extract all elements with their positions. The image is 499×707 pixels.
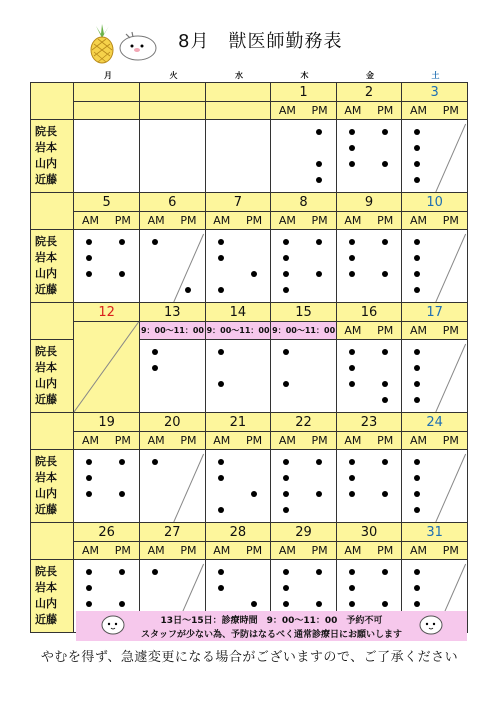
day-schedule-cell (402, 120, 468, 193)
pm-dot-column (239, 234, 269, 298)
staff-name-cell (31, 560, 74, 633)
pm-label: PM (442, 214, 459, 227)
staff-name: 山内 (35, 377, 57, 390)
on-duty-dot (119, 239, 125, 245)
staff-name: 院長 (35, 125, 57, 138)
seal-mascot-icon (118, 28, 158, 62)
on-duty-dot (152, 349, 158, 355)
on-duty-dot (283, 475, 289, 481)
clinic-hours-cell (271, 322, 337, 340)
date-cell: 5 (74, 193, 140, 212)
date-cell: 30 (336, 523, 402, 542)
date-cell: 19 (74, 413, 140, 432)
on-duty-dot (349, 145, 355, 151)
preventive-care-note: スタッフが少ない為、予防はなるべく通常診療日にお願いします (140, 630, 402, 640)
staff-name: 山内 (35, 157, 57, 170)
am-label: AM (147, 214, 165, 227)
on-duty-dot (218, 507, 224, 513)
day-schedule-cell (336, 450, 402, 523)
pm-label: PM (377, 104, 394, 117)
on-duty-dot (382, 491, 388, 497)
date-cell: 29 (271, 523, 337, 542)
ampm-header (74, 432, 140, 450)
ampm-header (271, 212, 337, 230)
on-duty-dot (349, 381, 355, 387)
closed-slash (140, 450, 205, 522)
pm-dot-column (304, 454, 334, 518)
am-label: AM (278, 104, 296, 117)
day-schedule-cell (139, 340, 205, 413)
date-cell: 8 (271, 193, 337, 212)
day-schedule-cell (402, 340, 468, 413)
date-cell: 22 (271, 413, 337, 432)
ampm-header (402, 432, 468, 450)
pm-label: PM (377, 434, 394, 447)
staff-name: 近藤 (35, 173, 57, 186)
on-duty-dot (283, 585, 289, 591)
schedule-table (30, 82, 468, 633)
on-duty-dot (283, 507, 289, 513)
pm-label: PM (442, 434, 459, 447)
am-dot-column (271, 234, 301, 298)
on-duty-dot (119, 601, 125, 607)
pm-label: PM (114, 544, 131, 557)
on-duty-dot (349, 239, 355, 245)
on-duty-dot (119, 569, 125, 575)
name-header-cell (31, 193, 74, 230)
on-duty-dot (316, 491, 322, 497)
staff-name-cell (31, 120, 74, 193)
empty-cell (205, 102, 271, 120)
on-duty-dot (349, 585, 355, 591)
day-schedule-cell (139, 230, 205, 303)
pm-label: PM (442, 324, 459, 337)
on-duty-dot (283, 349, 289, 355)
on-duty-dot (382, 349, 388, 355)
date-cell: 12 (74, 303, 140, 322)
am-label: AM (147, 544, 165, 557)
closed-slash (402, 230, 467, 302)
name-header-cell (31, 523, 74, 560)
on-duty-dot (218, 239, 224, 245)
day-schedule-cell (271, 450, 337, 523)
am-dot-column (206, 344, 236, 408)
ampm-header (336, 212, 402, 230)
pm-label: PM (377, 214, 394, 227)
on-duty-dot (218, 381, 224, 387)
on-duty-dot (251, 601, 257, 607)
pm-label: PM (377, 324, 394, 337)
on-duty-dot (251, 491, 257, 497)
closed-slash (74, 322, 139, 412)
on-duty-dot (218, 569, 224, 575)
am-label: AM (410, 214, 428, 227)
clinic-hours-cell (139, 322, 205, 340)
weekday-label: 月 (104, 71, 112, 80)
ampm-header (205, 432, 271, 450)
on-duty-dot (86, 239, 92, 245)
day-schedule-cell (336, 120, 402, 193)
date-cell: 20 (139, 413, 205, 432)
am-dot-column (271, 124, 301, 188)
on-duty-dot (382, 601, 388, 607)
on-duty-dot (283, 601, 289, 607)
day-schedule-cell (402, 230, 468, 303)
date-cell: 27 (139, 523, 205, 542)
closed-slash (140, 230, 205, 302)
date-row (31, 193, 468, 212)
am-label: AM (213, 214, 231, 227)
day-schedule-cell (271, 230, 337, 303)
holiday-cell (74, 322, 140, 413)
on-duty-dot (349, 491, 355, 497)
am-label: AM (278, 544, 296, 557)
clinic-hours-label: 9：00～11：00 (140, 322, 205, 339)
date-cell: 16 (336, 303, 402, 322)
on-duty-dot (218, 459, 224, 465)
pm-label: PM (442, 104, 459, 117)
staff-name: 山内 (35, 487, 57, 500)
staff-name-cell (31, 450, 74, 523)
am-dot-column (206, 234, 236, 298)
day-schedule-cell (402, 450, 468, 523)
pm-label: PM (245, 544, 263, 557)
staff-name-cell (31, 230, 74, 303)
day-schedule-cell (271, 340, 337, 413)
weekday-label: 金 (366, 71, 374, 80)
staff-name: 院長 (35, 235, 57, 248)
am-dot-column (74, 454, 104, 518)
pm-dot-column (239, 454, 269, 518)
change-notice: やむを得ず、急遽変更になる場合がございますので、ご了承ください (40, 650, 459, 665)
ampm-header (336, 542, 402, 560)
date-cell: 10 (402, 193, 468, 212)
staff-name: 岩本 (35, 581, 57, 594)
on-duty-dot (316, 239, 322, 245)
staff-name: 岩本 (35, 251, 57, 264)
clinic-hours-note: 13日～15日：診療時間 9：00～11：00 予約不可 (160, 616, 383, 626)
date-cell: 17 (402, 303, 468, 322)
on-duty-dot (382, 381, 388, 387)
on-duty-dot (382, 459, 388, 465)
date-cell: 28 (205, 523, 271, 542)
pm-dot-column (370, 234, 400, 298)
date-row (31, 303, 468, 322)
staff-name: 山内 (35, 597, 57, 610)
day-schedule-cell (74, 230, 140, 303)
on-duty-dot (119, 491, 125, 497)
clinic-notice-box (76, 611, 467, 641)
staff-name: 岩本 (35, 471, 57, 484)
ampm-header (271, 542, 337, 560)
am-label: AM (278, 214, 296, 227)
am-dot-column (206, 454, 236, 518)
pm-label: PM (245, 214, 263, 227)
name-header-cell (31, 303, 74, 340)
empty-cell (139, 102, 205, 120)
date-cell (74, 83, 140, 102)
am-dot-column (337, 124, 367, 188)
pm-dot-column (370, 124, 400, 188)
on-duty-dot (349, 129, 355, 135)
weekday-header-row (75, 70, 468, 82)
on-duty-dot (382, 271, 388, 277)
staff-name: 岩本 (35, 141, 57, 154)
day-schedule-cell (74, 120, 140, 193)
closed-slash (402, 450, 467, 522)
on-duty-dot (316, 601, 322, 607)
staff-name: 院長 (35, 455, 57, 468)
on-duty-dot (316, 177, 322, 183)
pm-label: PM (245, 434, 263, 447)
on-duty-dot (382, 129, 388, 135)
on-duty-dot (316, 129, 322, 135)
ampm-header (336, 102, 402, 120)
on-duty-dot (349, 569, 355, 575)
on-duty-dot (218, 585, 224, 591)
am-label: AM (147, 434, 165, 447)
date-cell: 31 (402, 523, 468, 542)
day-schedule-cell (205, 120, 271, 193)
am-label: AM (410, 544, 428, 557)
staff-name: 近藤 (35, 283, 57, 296)
date-cell: 1 (271, 83, 337, 102)
on-duty-dot (316, 161, 322, 167)
date-cell: 2 (336, 83, 402, 102)
date-cell: 21 (205, 413, 271, 432)
ampm-header (271, 102, 337, 120)
clinic-hours-label: 9：00～11：00 (271, 322, 336, 339)
header (0, 0, 499, 70)
on-duty-dot (316, 569, 322, 575)
ampm-header (271, 432, 337, 450)
closed-slash (402, 340, 467, 412)
pm-label: PM (180, 434, 197, 447)
pm-label: PM (311, 434, 328, 447)
date-cell: 3 (402, 83, 468, 102)
on-duty-dot (316, 459, 322, 465)
pm-label: PM (377, 544, 394, 557)
am-dot-column (140, 344, 170, 408)
on-duty-dot (349, 255, 355, 261)
on-duty-dot (86, 569, 92, 575)
pm-label: PM (114, 434, 131, 447)
clinic-hours-label: 9：00～11：00 (206, 322, 271, 339)
on-duty-dot (218, 475, 224, 481)
on-duty-dot (218, 349, 224, 355)
staff-name-cell (31, 340, 74, 413)
staff-name: 院長 (35, 345, 57, 358)
am-label: AM (344, 544, 362, 557)
on-duty-dot (86, 601, 92, 607)
on-duty-dot (349, 349, 355, 355)
weekday-label: 火 (169, 71, 178, 80)
staff-name: 近藤 (35, 393, 57, 406)
am-label: AM (82, 544, 100, 557)
staff-name: 岩本 (35, 361, 57, 374)
on-duty-dot (119, 271, 125, 277)
day-schedule-cell (205, 230, 271, 303)
on-duty-dot (86, 475, 92, 481)
ampm-header (402, 212, 468, 230)
ampm-header (402, 322, 468, 340)
am-dot-column (337, 454, 367, 518)
on-duty-dot (283, 271, 289, 277)
am-dot-column (74, 234, 104, 298)
name-header-cell (31, 413, 74, 450)
closed-slash (402, 120, 467, 192)
date-row (31, 523, 468, 542)
day-schedule-cell (205, 450, 271, 523)
am-label: AM (344, 214, 362, 227)
date-cell (205, 83, 271, 102)
pm-label: PM (442, 544, 459, 557)
on-duty-dot (382, 239, 388, 245)
on-duty-dot (283, 239, 289, 245)
day-schedule-cell (205, 340, 271, 413)
ampm-header (205, 542, 271, 560)
empty-cell (74, 102, 140, 120)
day-schedule-cell (271, 120, 337, 193)
am-label: AM (410, 104, 428, 117)
day-schedule-cell (139, 450, 205, 523)
date-cell: 6 (139, 193, 205, 212)
am-label: AM (410, 324, 428, 337)
ampm-header (336, 322, 402, 340)
day-schedule-cell (139, 120, 205, 193)
ampm-header (139, 212, 205, 230)
date-cell: 7 (205, 193, 271, 212)
on-duty-dot (86, 255, 92, 261)
on-duty-dot (283, 459, 289, 465)
weekday-label: 水 (235, 71, 243, 80)
on-duty-dot (86, 271, 92, 277)
on-duty-dot (349, 475, 355, 481)
on-duty-dot (316, 271, 322, 277)
pm-label: PM (114, 214, 131, 227)
on-duty-dot (251, 271, 257, 277)
on-duty-dot (349, 601, 355, 607)
ampm-header (402, 102, 468, 120)
ampm-header (139, 542, 205, 560)
day-schedule-cell (74, 450, 140, 523)
on-duty-dot (119, 459, 125, 465)
page-title: 8月 獣医師勤務表 (178, 31, 343, 52)
am-dot-column (271, 454, 301, 518)
ampm-header (74, 212, 140, 230)
pm-dot-column (370, 344, 400, 408)
weekday-label: 木 (300, 71, 309, 80)
am-label: AM (344, 434, 362, 447)
on-duty-dot (349, 161, 355, 167)
staff-name: 院長 (35, 565, 57, 578)
date-cell (139, 83, 205, 102)
pm-dot-column (304, 124, 334, 188)
staff-name: 山内 (35, 267, 57, 280)
on-duty-dot (152, 365, 158, 371)
date-cell: 15 (271, 303, 337, 322)
seal-mascot-left-icon (100, 612, 126, 636)
pm-dot-column (107, 454, 137, 518)
am-dot-column (337, 344, 367, 408)
am-label: AM (410, 434, 428, 447)
date-cell: 13 (139, 303, 205, 322)
pm-dot-column (304, 234, 334, 298)
ampm-header (139, 432, 205, 450)
pm-label: PM (180, 214, 197, 227)
date-cell: 23 (336, 413, 402, 432)
date-row (31, 83, 468, 102)
date-cell: 24 (402, 413, 468, 432)
on-duty-dot (283, 569, 289, 575)
on-duty-dot (86, 491, 92, 497)
ampm-header (205, 212, 271, 230)
weekday-label: 土 (431, 71, 440, 80)
ampm-header (336, 432, 402, 450)
on-duty-dot (218, 287, 224, 293)
pm-label: PM (311, 214, 328, 227)
am-label: AM (344, 104, 362, 117)
pm-dot-column (107, 234, 137, 298)
ampm-header (402, 542, 468, 560)
am-label: AM (213, 544, 231, 557)
on-duty-dot (218, 255, 224, 261)
clinic-hours-cell (205, 322, 271, 340)
am-label: AM (82, 214, 100, 227)
ampm-header (74, 542, 140, 560)
seal-mascot-right-icon (418, 612, 444, 636)
staff-name: 近藤 (35, 503, 57, 516)
pineapple-icon (86, 24, 118, 64)
date-cell: 26 (74, 523, 140, 542)
pm-label: PM (311, 544, 328, 557)
am-label: AM (82, 434, 100, 447)
date-cell: 14 (205, 303, 271, 322)
staff-name: 近藤 (35, 613, 57, 626)
pm-dot-column (370, 454, 400, 518)
date-row (31, 413, 468, 432)
on-duty-dot (86, 459, 92, 465)
on-duty-dot (349, 365, 355, 371)
am-label: AM (278, 434, 296, 447)
on-duty-dot (283, 491, 289, 497)
day-schedule-cell (336, 340, 402, 413)
on-duty-dot (283, 381, 289, 387)
on-duty-dot (283, 287, 289, 293)
on-duty-dot (86, 585, 92, 591)
name-header-cell (31, 83, 74, 120)
on-duty-dot (382, 161, 388, 167)
on-duty-dot (349, 459, 355, 465)
am-label: AM (213, 434, 231, 447)
pm-label: PM (180, 544, 197, 557)
am-dot-column (271, 344, 301, 408)
on-duty-dot (382, 569, 388, 575)
day-schedule-cell (336, 230, 402, 303)
am-label: AM (344, 324, 362, 337)
on-duty-dot (382, 397, 388, 403)
date-cell: 9 (336, 193, 402, 212)
pm-label: PM (311, 104, 328, 117)
on-duty-dot (283, 255, 289, 261)
on-duty-dot (349, 271, 355, 277)
am-dot-column (337, 234, 367, 298)
